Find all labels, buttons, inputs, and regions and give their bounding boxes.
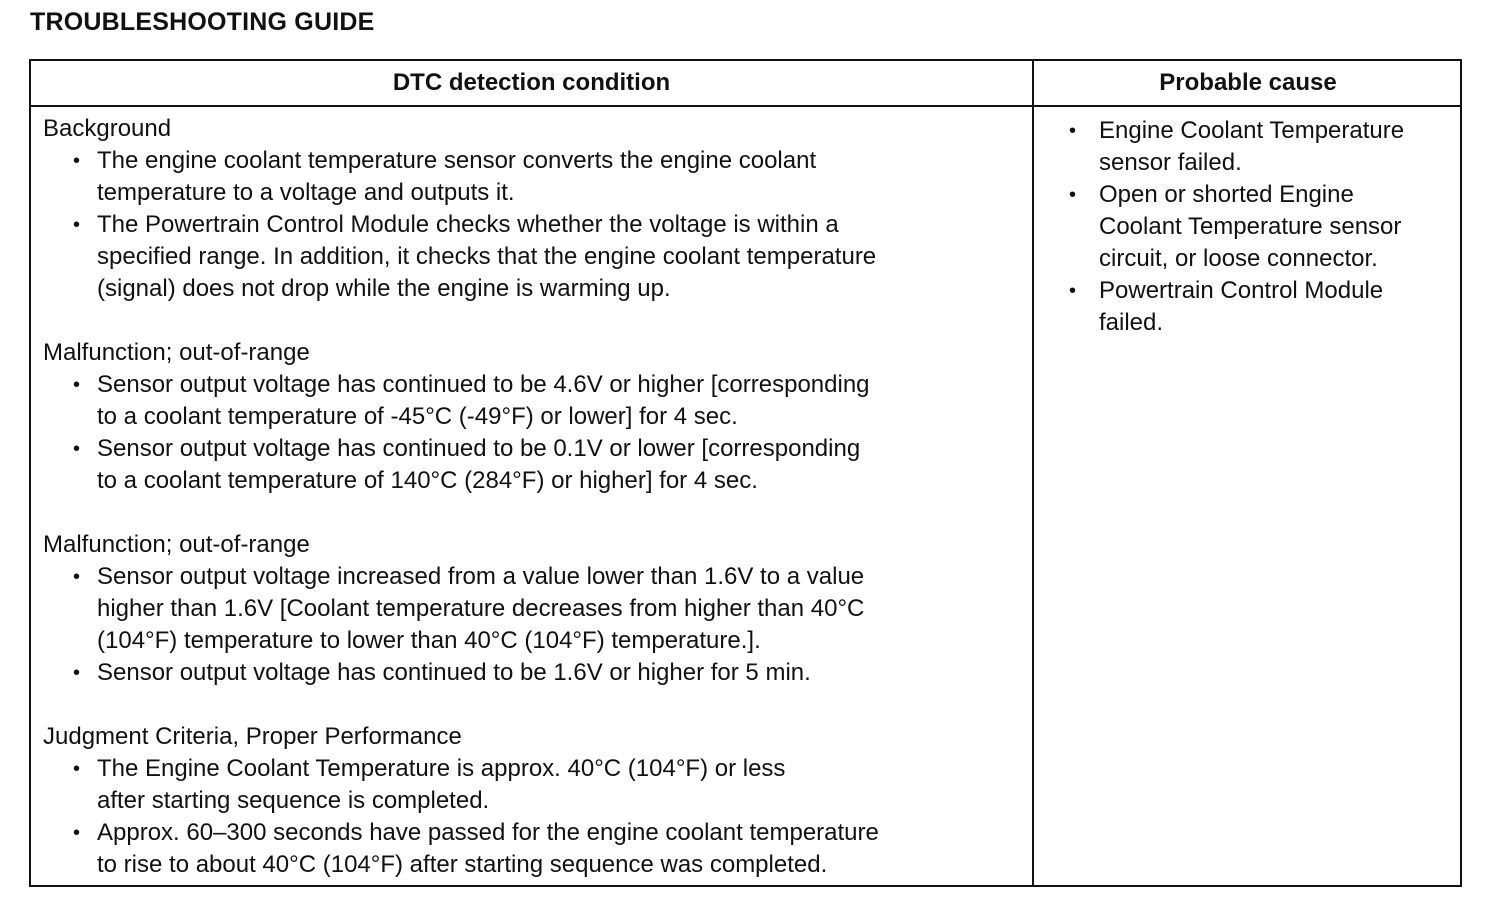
bullet-list [43,145,1023,305]
bullet-text-line: after starting sequence is completed. [97,787,490,814]
section-heading: Background [43,115,172,142]
list-item [1069,179,1459,275]
condition-section [43,337,1023,497]
header-probable-cause: Probable cause [1159,69,1337,96]
bullet-text-line: The engine coolant temperature sensor converts the engine coolant [97,147,817,174]
bullet-text-line: specified range. In addition, it checks that the engine coolant temperature [97,243,877,270]
section-heading: Judgment Criteria, Proper Performance [43,723,462,750]
bullet-icon: • [1069,280,1077,302]
condition-section [43,721,1023,881]
bullet-text-line: Open or shorted Engine [1099,181,1354,208]
list-item [1069,275,1459,339]
bullet-list [43,561,1023,689]
list-item [43,209,1023,305]
bullet-icon: • [73,438,81,460]
section-heading: Malfunction; out-of-range [43,531,310,558]
bullet-text-line: to a coolant temperature of 140°C (284°F) or higher] for 4 sec. [97,467,758,494]
bullet-icon: • [73,214,81,236]
bullet-icon: • [1069,120,1077,142]
bullet-text-line: (104°F) temperature to lower than 40°C (104°F) temperature.]. [97,627,761,654]
bullet-text-line: Sensor output voltage has continued to be 1.6V or higher for 5 min. [97,659,811,686]
list-item [43,657,1023,689]
bullet-text-line: Sensor output voltage has continued to be 4.6V or higher [corresponding [97,371,870,398]
probable-cause-list [1069,115,1459,339]
bullet-text-line: Sensor output voltage has continued to be 0.1V or lower [corresponding [97,435,861,462]
bullet-text-line: (signal) does not drop while the engine is warming up. [97,275,671,302]
list-item [43,145,1023,209]
table-header-row [31,61,1460,107]
bullet-text-line: The Engine Coolant Temperature is approx. 40°C (104°F) or less [97,755,786,782]
column-divider [1032,61,1034,885]
bullet-icon: • [73,758,81,780]
list-item [1069,115,1459,179]
bullet-text-line: Sensor output voltage increased from a value lower than 1.6V to a value [97,563,865,590]
bullet-icon: • [73,150,81,172]
bullet-text-line: Powertrain Control Module [1099,277,1384,304]
header-dtc-detection-condition: DTC detection condition [392,69,671,96]
bullet-icon: • [1069,184,1077,206]
bullet-text-line: higher than 1.6V [Coolant temperature decreases from higher than 40°C [97,595,865,622]
bullet-text-line: sensor failed. [1099,149,1242,176]
bullet-text-line: to rise to about 40°C (104°F) after starting sequence was completed. [97,851,828,878]
list-item [43,433,1023,497]
bullet-text-line: to a coolant temperature of -45°C (-49°F) or lower] for 4 sec. [97,403,738,430]
bullet-text-line: failed. [1099,309,1164,336]
list-item [43,369,1023,433]
bullet-list [43,753,1023,881]
troubleshooting-table [29,59,1462,887]
bullet-text-line: Coolant Temperature sensor [1099,213,1402,240]
dtc-detection-condition-cell [43,113,1023,881]
page-title: TROUBLESHOOTING GUIDE [30,8,375,36]
bullet-text-line: temperature to a voltage and outputs it. [97,179,515,206]
bullet-text-line: circuit, or loose connector. [1099,245,1378,272]
list-item [43,753,1023,817]
bullet-icon: • [73,822,81,844]
bullet-text-line: The Powertrain Control Module checks whether the voltage is within a [97,211,839,238]
probable-cause-cell [1069,115,1459,339]
bullet-icon: • [73,662,81,684]
bullet-text-line: Engine Coolant Temperature [1099,117,1405,144]
section-heading: Malfunction; out-of-range [43,339,310,366]
condition-section [43,113,1023,305]
bullet-icon: • [73,374,81,396]
list-item [43,817,1023,881]
bullet-list [43,369,1023,497]
condition-section [43,529,1023,689]
bullet-text-line: Approx. 60–300 seconds have passed for the engine coolant temperature [97,819,879,846]
list-item [43,561,1023,657]
bullet-icon: • [73,566,81,588]
